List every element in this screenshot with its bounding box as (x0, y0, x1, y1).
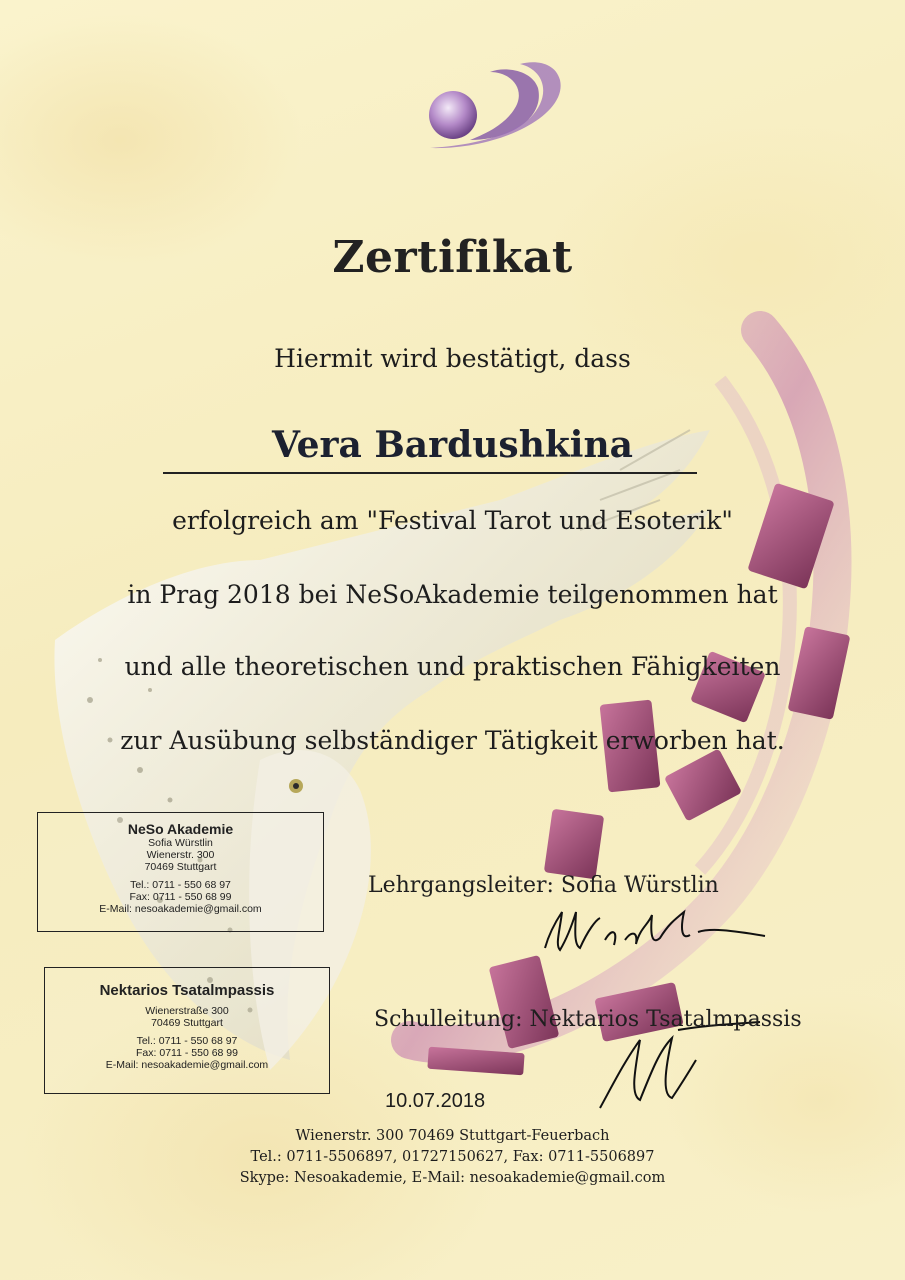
stamp-line: Wienerstr. 300 (146, 849, 215, 861)
body-line-4: zur Ausübung selbständiger Tätigkeit erworben hat. (120, 726, 785, 755)
body-line-2: in Prag 2018 bei NeSoAkademie teilgenommen hat (127, 580, 778, 609)
footer-line-phone: Tel.: 0711-5506897, 01727150627, Fax: 0711-5506897 (250, 1149, 655, 1165)
footer-address (0, 1126, 905, 1189)
stamp-fax: Fax: 0711 - 550 68 99 (129, 891, 232, 903)
footer-line-address: Wienerstr. 300 70469 Stuttgart-Feuerbach (295, 1128, 610, 1144)
body-line-3: und alle theoretischen und praktischen Fähigkeiten (124, 652, 781, 681)
stamp-line: Wienerstraße 300 (145, 1005, 229, 1017)
footer-line-contact: Skype: Nesoakademie, E-Mail: nesoakademie@gmail.com (239, 1170, 666, 1186)
recipient-name: Vera Bardushkina (272, 424, 633, 466)
neso-akademie-stamp (37, 812, 324, 932)
body-line-1: erfolgreich am "Festival Tarot und Esoterik" (172, 506, 733, 535)
lehrgangsleiter-label: Lehrgangsleiter: Sofia Würstlin (368, 873, 719, 898)
intro-text: Hiermit wird bestätigt, dass (274, 344, 631, 373)
nektarios-stamp (44, 967, 330, 1094)
stamp-line: 70469 Stuttgart (151, 1017, 223, 1029)
academy-logo (429, 62, 561, 148)
stamp-email: E-Mail: nesoakademie@gmail.com (105, 1059, 269, 1071)
stamp-phone: Tel.: 0711 - 550 68 97 (130, 879, 231, 891)
stamp-phone: Tel.: 0711 - 550 68 97 (136, 1035, 238, 1047)
stamp-line: Sofia Würstlin (148, 837, 213, 849)
stamp-fax: Fax: 0711 - 550 68 99 (136, 1047, 238, 1059)
schulleitung-label: Schulleitung: Nektarios Tsatalmpassis (374, 1007, 802, 1032)
stamp-heading: NeSo Akademie (127, 821, 234, 837)
stamp-heading: Nektarios Tsatalmpassis (99, 982, 275, 999)
stamp-line: 70469 Stuttgart (144, 861, 217, 873)
name-underline (163, 472, 697, 474)
certificate-date: 10.07.2018 (385, 1090, 486, 1112)
stamp-email: E-Mail: nesoakademie@gmail.com (99, 903, 262, 915)
certificate-title: Zertifikat (332, 232, 573, 283)
